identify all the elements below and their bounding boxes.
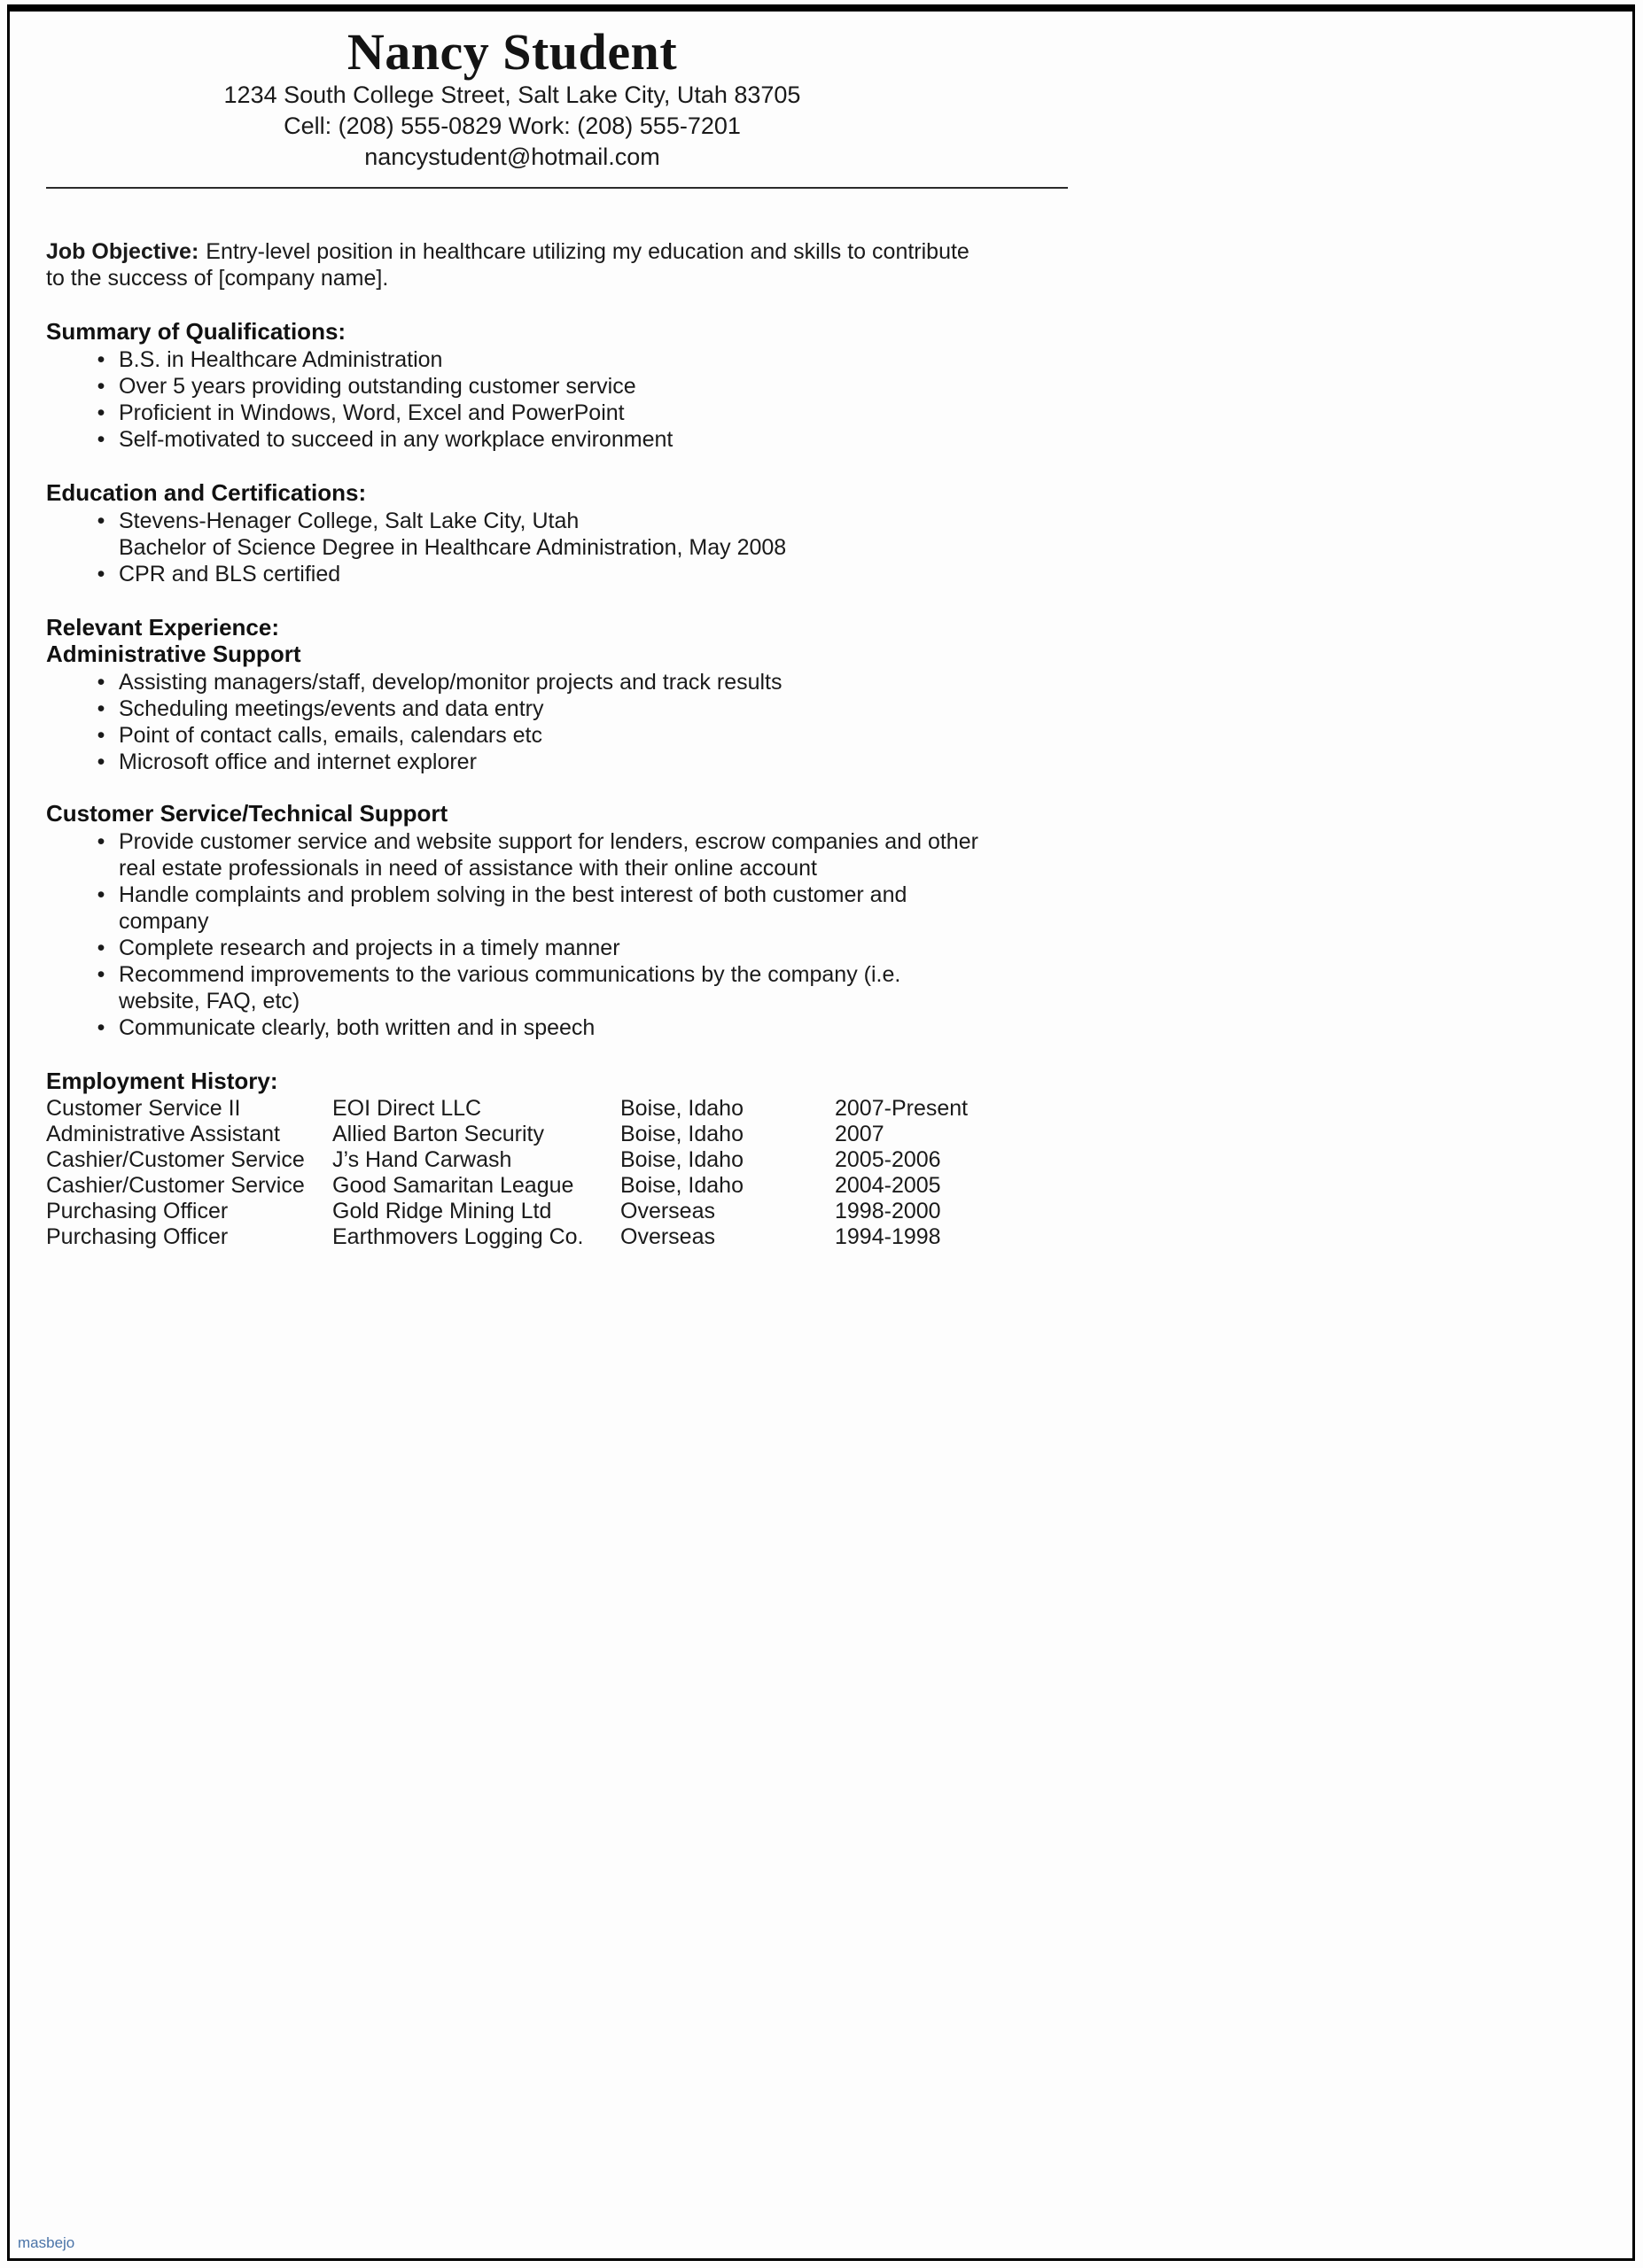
employment-row (46, 1122, 982, 1147)
list-item-text: Handle complaints and problem solving in the best interest of both customer and company (119, 882, 907, 934)
customer-service-list (46, 828, 982, 1041)
employment-company: J’s Hand Carwash (332, 1147, 512, 1172)
bullet-icon: • (97, 562, 105, 586)
employment-dates: 2007-Present (835, 1096, 969, 1121)
employment-title: Cashier/Customer Service (46, 1147, 305, 1172)
employment-location: Boise, Idaho (620, 1122, 744, 1146)
list-item-text: B.S. in Healthcare Administration (119, 347, 443, 372)
list-item (46, 722, 982, 749)
list-item-text: CPR and BLS certified (119, 562, 341, 586)
bullet-icon: • (97, 427, 105, 452)
header-phones: Cell: (208) 555-0829 Work: (208) 555-7201 (284, 113, 741, 139)
bullet-icon: • (97, 1015, 105, 1040)
bullet-icon: • (97, 696, 105, 721)
education-section (46, 479, 982, 587)
employment-dates: 1994-1998 (835, 1224, 941, 1249)
employment-location: Overseas (620, 1224, 715, 1249)
education-heading: Education and Certifications: (46, 479, 367, 506)
list-item-text: Assisting managers/staff, develop/monitor projects and track results (119, 670, 783, 695)
list-item (46, 882, 982, 935)
employment-location: Boise, Idaho (620, 1173, 744, 1198)
employment-dates: 2004-2005 (835, 1173, 941, 1198)
list-item (46, 669, 982, 695)
list-item (46, 961, 982, 1014)
employment-table (46, 1096, 982, 1250)
qualifications-list (46, 346, 982, 453)
list-item (46, 935, 982, 961)
employment-row (46, 1199, 982, 1224)
list-item-text (119, 508, 982, 561)
list-item-text: Microsoft office and internet explorer (119, 750, 477, 774)
bullet-icon: • (97, 750, 105, 774)
list-item-text: Provide customer service and website support for lenders, escrow companies and other real estate professionals in need of assistance with their online account (119, 829, 978, 881)
watermark-link[interactable]: masbejo (18, 2234, 75, 2251)
experience-heading: Relevant Experience: (46, 614, 280, 641)
list-item-text: Communicate clearly, both written and in speech (119, 1015, 596, 1040)
list-item (46, 561, 982, 587)
header-email: nancystudent@hotmail.com (364, 144, 660, 170)
header-divider (46, 187, 1068, 189)
employment-title: Cashier/Customer Service (46, 1173, 305, 1198)
bullet-icon: • (97, 936, 105, 960)
employment-location: Boise, Idaho (620, 1147, 744, 1172)
list-item-text: Over 5 years providing outstanding customer service (119, 374, 636, 399)
list-item (46, 1014, 982, 1041)
employment-title: Customer Service II (46, 1096, 241, 1121)
employment-company: Allied Barton Security (332, 1122, 545, 1146)
employment-company: Earthmovers Logging Co. (332, 1224, 584, 1249)
bullet-icon: • (97, 347, 105, 372)
employment-title: Purchasing Officer (46, 1224, 229, 1249)
employment-row (46, 1173, 982, 1199)
job-objective (46, 238, 982, 291)
employment-company: Good Samaritan League (332, 1173, 574, 1198)
education-school: Stevens-Henager College, Salt Lake City, Utah (119, 509, 580, 533)
employment-location: Overseas (620, 1199, 715, 1223)
bullet-icon: • (97, 374, 105, 399)
employment-row (46, 1096, 982, 1122)
experience-subheading-administrative: Administrative Support (46, 641, 301, 667)
employment-company: Gold Ridge Mining Ltd (332, 1199, 552, 1223)
employment-row (46, 1147, 982, 1173)
job-objective-text: Entry-level position in healthcare utilizing my education and skills to contribute to the success of [company name]. (46, 239, 969, 291)
qualifications-section (46, 318, 982, 453)
administrative-support-list (46, 669, 982, 775)
education-list (46, 508, 982, 587)
list-item-text: Recommend improvements to the various communications by the company (i.e. website, FAQ, etc) (119, 962, 901, 1014)
list-item (46, 508, 982, 561)
employment-heading: Employment History: (46, 1068, 278, 1094)
list-item-text: Point of contact calls, emails, calendars etc (119, 723, 543, 748)
list-item-text: Proficient in Windows, Word, Excel and PowerPoint (119, 400, 625, 425)
bullet-icon: • (97, 962, 105, 987)
list-item-text: Complete research and projects in a timely manner (119, 936, 620, 960)
list-item (46, 426, 982, 453)
employment-dates: 2005-2006 (835, 1147, 941, 1172)
bullet-icon: • (97, 829, 105, 854)
employment-title: Administrative Assistant (46, 1122, 280, 1146)
employment-dates: 1998-2000 (835, 1199, 941, 1223)
list-item-text: Scheduling meetings/events and data entry (119, 696, 544, 721)
employment-location: Boise, Idaho (620, 1096, 744, 1121)
qualifications-heading: Summary of Qualifications: (46, 318, 347, 345)
bullet-icon: • (97, 400, 105, 425)
list-item-text: Self-motivated to succeed in any workplace environment (119, 427, 674, 452)
list-item (46, 373, 982, 400)
candidate-name: Nancy Student (347, 23, 678, 81)
education-degree: Bachelor of Science Degree in Healthcare Administration, May 2008 (119, 535, 787, 560)
header-address: 1234 South College Street, Salt Lake City, Utah 83705 (223, 82, 801, 108)
employment-row (46, 1224, 982, 1250)
employment-company: EOI Direct LLC (332, 1096, 482, 1121)
list-item (46, 828, 982, 882)
job-objective-label: Job Objective: (46, 239, 199, 264)
list-item (46, 346, 982, 373)
resume-body (46, 238, 982, 1250)
list-item (46, 749, 982, 775)
employment-title: Purchasing Officer (46, 1199, 229, 1223)
bullet-icon: • (97, 882, 105, 907)
bullet-icon: • (97, 670, 105, 695)
experience-subheading-customer-service: Customer Service/Technical Support (46, 800, 448, 827)
bullet-icon: • (97, 723, 105, 748)
experience-section (46, 614, 982, 1041)
list-item (46, 400, 982, 426)
list-item (46, 695, 982, 722)
employment-dates: 2007 (835, 1122, 884, 1146)
bullet-icon: • (97, 509, 105, 533)
resume-header (0, 25, 1024, 173)
employment-section (46, 1068, 982, 1250)
